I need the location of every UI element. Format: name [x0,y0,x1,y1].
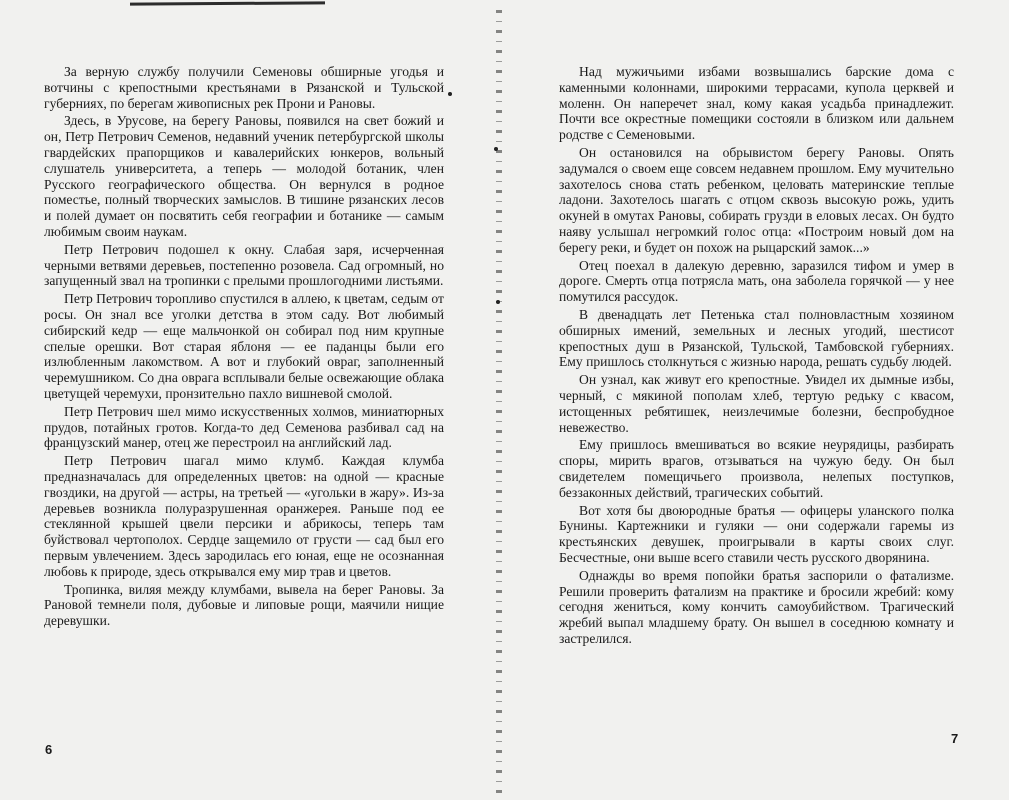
paragraph: Здесь, в Урусове, на берегу Рановы, появился на свет божий и он, Петр Петрович Семенов, недавний ученик петербургской школы гвардейских прапорщиков и кавалерийских юнкеров, вольный слушатель университета, а теперь — молодой ботаник, член Русского географического общества. Он вернулся в родное поместье, полный творческих замыслов. В тишине рязанских лесов и полей думает он посвятить себя географии и ботанике — самым любимым своим наукам. [44,113,444,239]
right-page-text [559,64,954,649]
left-page-text [44,64,444,631]
paragraph: Петр Петрович шагал мимо клумб. Каждая клумба предназначалась для определенных цветов: на одной — красные гвоздики, на другой — астры, на третьей — «угольки в жару». Из-за деревьев возникла полуразрушенная оранжерея. Раньше под ее стеклянной крышей цвели персики и абрикосы, теперь там буйствовал чертополох. Сердце защемило от грусти — сад был его первым увлечением. Здесь зародилась его юная, еще не осознанная любовь к природе, здесь открывался ему мир трав и цветов. [44,453,444,579]
paragraph: Однажды во время попойки братья заспорили о фатализме. Решили проверить фатализм на практике и бросили жребий: кому сегодня жениться, кому кончить самоубийством. Трагический жребий выпал младшему брату. Он вышел в соседнюю комнату и застрелился. [559,567,954,646]
paragraph: Над мужичьими избами возвышались барские дома с каменными колоннами, широкими террасами, купола церквей и моленн. Он наперечет знал, кому какая усадьба принадлежит. Почти все окрестные помещики состояли в близком или дальнем родстве с Семеновыми. [559,64,954,143]
paragraph: За верную службу получили Семеновы обширные угодья и вотчины с крепостными крестьянами в Рязанской и Тульской губерниях, по берегам живописных рек Прони и Рановы. [44,64,444,111]
margin-mark [448,92,452,96]
page-number: 6 [45,742,53,757]
paragraph: Петр Петрович шел мимо искусственных холмов, миниатюрных прудов, потайных гротов. Когда-то дед Семенова разбивал сад на французский манер, отец же перестроил на английский лад. [44,403,444,451]
paragraph: Он остановился на обрывистом берегу Рановы. Опять задумался о своем еще совсем недавнем прошлом. Ему мучительно захотелось снова стать ребенком, целовать материнские теплые ладони. Захотелось шагать с отцом сквозь высокую рожь, удить окуней в омутах Рановы, собирать грузди в еловых лесах. Он будто наяву услышал негромкий голос отца: «Построим новый дом на берегу реки, и будет он похож на рыцарский замок...» [559,144,954,255]
right-page [500,0,1009,800]
paragraph: В двенадцать лет Петенька стал полновластным хозяином обширных имений, земельных и лесных угодий, шестисот крепостных душ в Рязанской, Тульской, Тамбовской губерниях. Ему пришлось столкнуться с жизнью народа, решать судьбу людей. [559,306,954,370]
paragraph: Ему пришлось вмешиваться во всякие неурядицы, разбирать споры, мирить врагов, отзываться на чужую беду. Он был свидетелем помещичьего произвола, нелепых поступков, беззаконных действий, трагических событий. [559,437,954,500]
paragraph: Отец поехал в далекую деревню, заразился тифом и умер в дороге. Смерть отца потрясла мать, она заболела горячкой — у нее помутился рассудок. [559,257,954,305]
paragraph: Вот хотя бы двоюродные братья — офицеры уланского полка Бунины. Картежники и гуляки — они содержали гаремы из крестьянских девушек, проигрывали в карты своих слуг. Бесчестные, они выше всего ставили честь русского дворянина. [559,502,954,565]
left-page [0,0,500,800]
page-number: 7 [951,731,959,746]
margin-mark [494,147,498,151]
paragraph: Тропинка, виляя между клумбами, вывела на берег Рановы. За Рановой темнели поля, дубовые и липовые рощи, маячили нищие деревушки. [44,581,444,629]
paragraph: Он узнал, как живут его крепостные. Увидел их дымные избы, черный, с мякиной пополам хлеб, тертую редьку с квасом, истощенных ребятишек, неизлечимые болезни, беспробудное невежество. [559,372,954,435]
margin-mark [496,300,500,304]
paragraph: Петр Петрович торопливо спустился в аллею, к цветам, седым от росы. Он знал все уголки детства в этом саду. Вот любимый сибирский кедр — еще мальчонкой он собирал под ним крупные спелые орешки. Вот старая яблоня — ее паданцы были его излюбленным лакомством. А вот и глубокий овраг, заполненный черемушником. Со дна оврага всплывали белые освежающие облака цветущей черемухи, пронзительно пахло вишневой смолой. [44,291,444,401]
paragraph: Петр Петрович подошел к окну. Слабая заря, исчерченная черными ветвями деревьев, постепенно розовела. Сад огромный, но запущенный звал на тропинки с прелыми прошлогодними листьями. [44,241,444,289]
